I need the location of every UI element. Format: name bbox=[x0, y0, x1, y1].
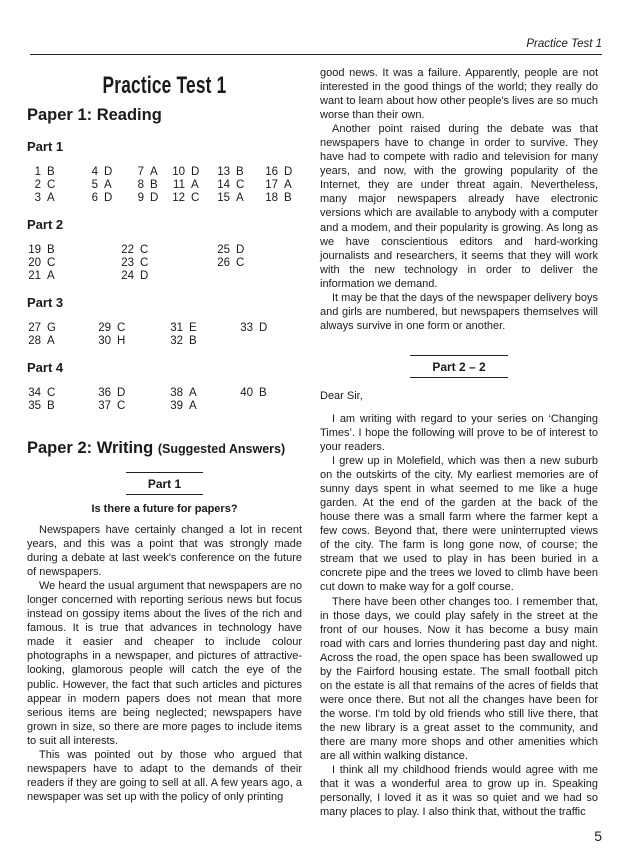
answer-letter: C bbox=[191, 192, 200, 204]
answer-letter: E bbox=[189, 322, 197, 334]
answer-key-row bbox=[27, 335, 302, 348]
part2-box-heading bbox=[320, 355, 598, 378]
question-number: 1 bbox=[34, 166, 41, 178]
question-number: 39 bbox=[170, 400, 183, 412]
answer-key-item bbox=[97, 400, 125, 413]
answer-letter: C bbox=[117, 322, 126, 334]
letter-salutation: Dear Sir, bbox=[320, 389, 363, 402]
part2-heading: Part 2 bbox=[27, 217, 64, 232]
question-number: 36 bbox=[98, 387, 111, 399]
question-number: 32 bbox=[170, 335, 183, 347]
page-title: Practice Test 1 bbox=[102, 72, 227, 99]
answer-key-part4 bbox=[27, 387, 302, 413]
answer-letter: D bbox=[236, 244, 245, 256]
answer-key-part2 bbox=[27, 244, 302, 283]
essay-title: Is there a future for papers? bbox=[91, 503, 238, 515]
answer-key-item bbox=[264, 179, 292, 192]
answer-key-item bbox=[171, 179, 199, 192]
answer-key-item bbox=[264, 192, 292, 205]
answer-key-item bbox=[27, 192, 55, 205]
answer-letter: D bbox=[191, 166, 200, 178]
question-number: 19 bbox=[28, 244, 41, 256]
question-number: 7 bbox=[137, 166, 144, 178]
question-number: 24 bbox=[121, 270, 134, 282]
answer-key-row bbox=[27, 244, 302, 257]
question-number: 6 bbox=[91, 192, 98, 204]
header-rule bbox=[30, 54, 602, 55]
right-column bbox=[320, 66, 598, 819]
answer-letter: B bbox=[150, 179, 158, 191]
answer-letter: A bbox=[236, 192, 244, 204]
question-number: 13 bbox=[217, 166, 230, 178]
answer-letter: B bbox=[236, 166, 244, 178]
letter-paragraph: I am writing with regard to your series on ‘Changing Times’. I hope the following will prove to be of interest to your readers. bbox=[320, 412, 598, 453]
answer-key-item bbox=[27, 179, 55, 192]
answer-key-item bbox=[130, 192, 158, 205]
answer-letter: B bbox=[284, 192, 292, 204]
answer-letter: A bbox=[150, 166, 158, 178]
answer-letter: B bbox=[47, 166, 55, 178]
question-number: 38 bbox=[170, 387, 183, 399]
essay-paragraph: Newspapers have certainly changed a lot in recent years, and this was a point that was strongly made during a debate at last week's conference on the future of newspapers. bbox=[27, 524, 302, 579]
answer-letter: C bbox=[140, 257, 149, 269]
answer-key-item bbox=[120, 270, 148, 283]
answer-letter: A bbox=[284, 179, 292, 191]
answer-key-item bbox=[27, 400, 55, 413]
answer-key-item bbox=[97, 335, 125, 348]
question-number: 2 bbox=[34, 179, 41, 191]
part1-box-heading bbox=[27, 472, 302, 495]
answer-letter: C bbox=[236, 179, 245, 191]
answer-letter: D bbox=[259, 322, 268, 334]
answer-key-part3 bbox=[27, 322, 302, 348]
answer-key-item bbox=[84, 166, 112, 179]
answer-key-item bbox=[27, 387, 55, 400]
answer-letter: C bbox=[47, 387, 56, 399]
answer-key-row bbox=[27, 257, 302, 270]
question-number: 22 bbox=[121, 244, 134, 256]
answer-letter: G bbox=[47, 322, 56, 334]
question-number: 29 bbox=[98, 322, 111, 334]
answer-letter: D bbox=[104, 192, 113, 204]
essay-paragraph: good news. It was a failure. Apparently, people are not interested in the good things of the world; they really do want to learn about how other people's lives are so much worse than their own. bbox=[320, 67, 598, 122]
answer-key-item bbox=[169, 400, 197, 413]
question-number: 16 bbox=[265, 166, 278, 178]
answer-letter: A bbox=[47, 192, 55, 204]
page-number: 5 bbox=[594, 828, 602, 844]
part2-box-label: Part 2 – 2 bbox=[410, 355, 507, 378]
answer-letter: B bbox=[259, 387, 267, 399]
question-number: 37 bbox=[98, 400, 111, 412]
part4-heading: Part 4 bbox=[27, 360, 64, 375]
answer-key-item bbox=[120, 244, 148, 257]
answer-letter: A bbox=[189, 400, 197, 412]
part1-heading: Part 1 bbox=[27, 139, 64, 154]
answer-letter: A bbox=[104, 179, 112, 191]
letter-paragraph: I grew up in Molefield, which was then a new suburb on the outskirts of the city. My earliest memories are of sunny days spent in what seemed to me like a huge garden. At the end of the garden at the back of the house there was a small farm where the farmer kept a few cows. Beyond that, there were uninterrupted views of the city. The farm is long gone now, of course; the stream that we used to play in has been buried in a concrete pipe and the trees we loved to climb have been cut down to make way for a golf course. bbox=[320, 455, 598, 594]
answer-letter: C bbox=[140, 244, 149, 256]
question-number: 27 bbox=[28, 322, 41, 334]
answer-key-item bbox=[216, 244, 244, 257]
part1-box-label: Part 1 bbox=[126, 472, 203, 495]
question-number: 31 bbox=[170, 322, 183, 334]
essay-paragraph: This was pointed out by those who argued that newspapers have to adapt to the demands of their readers if they are going to sell at all. A few years ago, a newspaper was set up with the policy of only printing bbox=[27, 748, 302, 803]
answer-key-item bbox=[97, 322, 125, 335]
answer-key-item bbox=[216, 257, 244, 270]
question-number: 3 bbox=[34, 192, 41, 204]
answer-letter: C bbox=[236, 257, 245, 269]
question-number: 11 bbox=[173, 179, 185, 191]
question-number: 14 bbox=[217, 179, 230, 191]
answer-key-item bbox=[216, 192, 244, 205]
question-number: 40 bbox=[240, 387, 253, 399]
answer-key-item bbox=[27, 335, 55, 348]
answer-key-row bbox=[27, 322, 302, 335]
question-number: 15 bbox=[217, 192, 230, 204]
question-number: 12 bbox=[172, 192, 185, 204]
answer-key-item bbox=[171, 166, 199, 179]
answer-key-item bbox=[169, 322, 197, 335]
answer-key-item bbox=[216, 166, 244, 179]
left-column bbox=[27, 66, 302, 804]
question-number: 8 bbox=[137, 179, 144, 191]
question-number: 20 bbox=[28, 257, 41, 269]
essay-paragraph: We heard the usual argument that newspapers are no longer concerned with reporting serious news but focus instead on gossipy items about the lives of the rich and famous. It is true that advances in technology have made it easier and cheaper to include colour photographs in a newspaper, and pictures of attractive-looking, glamorous people will catch the eye of the public. However, the fact that such articles and pictures appear in modern papers does not mean that more serious items are being neglected; newspapers have grown in size, so there are more pages to include items to suit all interests. bbox=[27, 580, 302, 747]
question-number: 34 bbox=[28, 387, 41, 399]
answer-letter: B bbox=[189, 335, 197, 347]
paper1-heading: Paper 1: Reading bbox=[27, 106, 162, 124]
paper2-heading bbox=[27, 439, 302, 458]
question-number: 35 bbox=[28, 400, 41, 412]
answer-key-item bbox=[120, 257, 148, 270]
answer-letter: A bbox=[47, 335, 55, 347]
question-number: 21 bbox=[28, 270, 41, 282]
question-number: 28 bbox=[28, 335, 41, 347]
question-number: 26 bbox=[217, 257, 230, 269]
answer-letter: D bbox=[140, 270, 149, 282]
answer-letter: C bbox=[117, 400, 126, 412]
question-number: 30 bbox=[98, 335, 111, 347]
paper2-heading-note: (Suggested Answers) bbox=[157, 442, 286, 456]
question-number: 17 bbox=[265, 179, 278, 191]
answer-key-item bbox=[130, 166, 158, 179]
answer-key-item bbox=[239, 387, 267, 400]
answer-key-item bbox=[27, 270, 55, 283]
answer-key-row bbox=[27, 192, 302, 205]
answer-key-item bbox=[97, 387, 125, 400]
essay-paragraph: Another point raised during the debate was that newspapers have to change in order to survive. They have had to compete with radio and television for many years, and now, with the growing popularity of the Internet, they are under threat again. Nevertheless, many major newspapers already have electronic versions which are available to anybody with a computer and a modem, and their popularity is growing. As long as we have conscientious editors and hard-working journalists and researchers, it seems that they will work with the new technology in order to deliver the information we demand. bbox=[320, 123, 598, 290]
answer-letter: A bbox=[191, 179, 199, 191]
letter-paragraph: I think all my childhood friends would agree with me that it was a wonderful area to grow up in. Speaking personally, I loved it as it was so quiet and we had so many places to play. I also think that, without the traffic bbox=[320, 764, 598, 819]
answer-letter: A bbox=[47, 270, 55, 282]
answer-key-item bbox=[130, 179, 158, 192]
answer-letter: D bbox=[150, 192, 159, 204]
answer-key-row bbox=[27, 270, 302, 283]
part3-heading: Part 3 bbox=[27, 295, 64, 310]
answer-key-item bbox=[169, 387, 197, 400]
answer-letter: D bbox=[284, 166, 293, 178]
answer-key-row bbox=[27, 166, 302, 179]
answer-key-row bbox=[27, 179, 302, 192]
essay-paragraph: It may be that the days of the newspaper delivery boys and girls are numbered, but newspapers themselves will always survive in one form or another. bbox=[320, 291, 598, 332]
answer-key-item bbox=[27, 166, 55, 179]
answer-letter: D bbox=[104, 166, 113, 178]
answer-key-item bbox=[27, 257, 55, 270]
question-number: 10 bbox=[172, 166, 185, 178]
question-number: 5 bbox=[91, 179, 98, 191]
answer-letter: C bbox=[47, 179, 56, 191]
answer-key-item bbox=[239, 322, 267, 335]
answer-key-item bbox=[216, 179, 244, 192]
question-number: 4 bbox=[91, 166, 98, 178]
answer-key-item bbox=[264, 166, 292, 179]
answer-key-part1 bbox=[27, 166, 302, 205]
answer-letter: H bbox=[117, 335, 126, 347]
answer-letter: B bbox=[47, 400, 55, 412]
answer-letter: B bbox=[47, 244, 55, 256]
answer-key-item bbox=[84, 192, 112, 205]
answer-key-item bbox=[171, 192, 199, 205]
answer-key-row bbox=[27, 400, 302, 413]
question-number: 33 bbox=[240, 322, 253, 334]
answer-letter: A bbox=[189, 387, 197, 399]
question-number: 9 bbox=[137, 192, 144, 204]
answer-key-item bbox=[84, 179, 112, 192]
paper2-heading-text: Paper 2: Writing bbox=[27, 439, 154, 457]
question-number: 18 bbox=[265, 192, 278, 204]
question-number: 25 bbox=[217, 244, 230, 256]
answer-letter: D bbox=[117, 387, 126, 399]
answer-key-row bbox=[27, 387, 302, 400]
answer-key-item bbox=[27, 244, 55, 257]
running-head: Practice Test 1 bbox=[526, 38, 602, 50]
question-number: 23 bbox=[121, 257, 134, 269]
answer-letter: C bbox=[47, 257, 56, 269]
answer-key-item bbox=[27, 322, 56, 335]
letter-paragraph: There have been other changes too. I remember that, in those days, we could play safely in the street at the front of our houses. Now it has become a busy main road with cars and lorries thundering past day and night. Across the road, the open space has been swallowed up by the Fairford housing estate. The small football pitch on the estate is all that remains of the acres of fields that were once there. But not all the changes have been for the worse. I'm told by old friends who still live there, that the new library is a great asset to the community, and there are many more shops and other amenities which are all within walking distance. bbox=[320, 595, 598, 763]
answer-key-item bbox=[169, 335, 197, 348]
